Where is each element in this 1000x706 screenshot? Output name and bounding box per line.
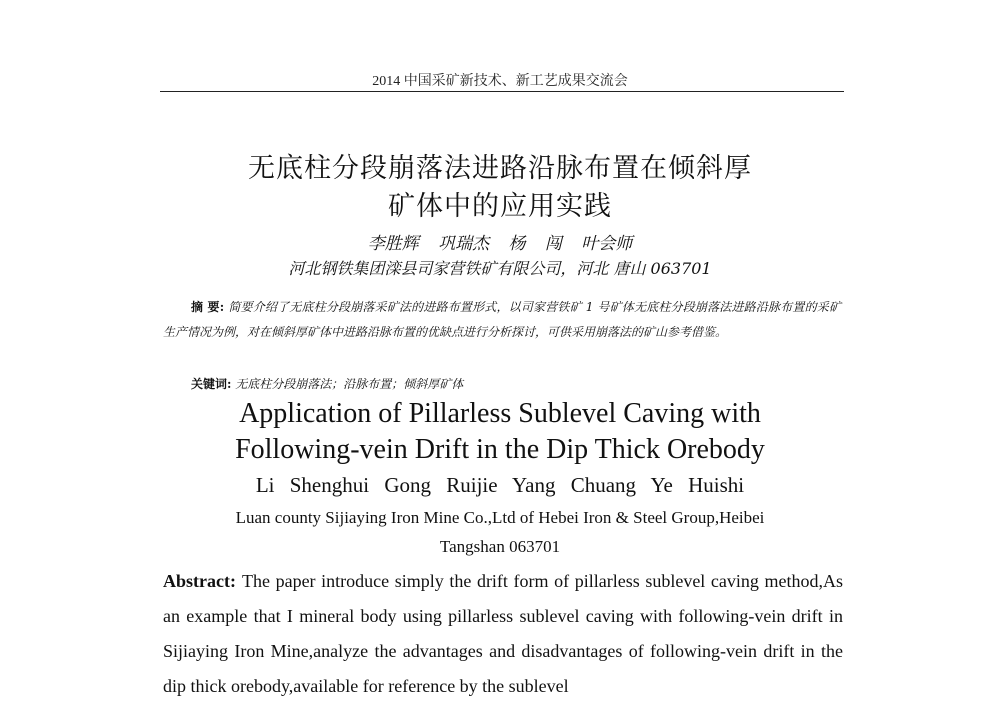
chinese-keywords-text: 无底柱分段崩落法；沿脉布置；倾斜厚矿体 <box>235 377 464 391</box>
header-rule <box>160 91 844 92</box>
english-title-line-2: Following-vein Drift in the Dip Thick Orebody <box>235 434 765 465</box>
english-authors: Li Shenghui Gong Ruijie Yang Chuang Ye Huishi <box>255 473 745 497</box>
english-abstract <box>163 564 843 704</box>
chinese-abstract-label: 摘 要: <box>191 300 225 314</box>
english-affiliation-line-2: Tangshan 063701 <box>439 537 561 556</box>
chinese-keywords-label: 关键词: <box>191 377 232 391</box>
english-affiliation-line-1: Luan county Sijiaying Iron Mine Co.,Ltd of Hebei Iron & Steel Group,Heibei <box>235 508 765 527</box>
english-abstract-text: The paper introduce simply the drift form of pillarless sublevel caving method,As an example that I mineral body using pillarless sublevel caving with following-vein drift in Sijiaying Iron Mine,analyze the advantages and disadvantages of following-vein drift in the dip thick orebody,available for reference by the sublevel <box>163 571 843 696</box>
chinese-keywords <box>191 375 463 392</box>
english-abstract-label: Abstract: <box>163 571 236 591</box>
english-title-line-1: Application of Pillarless Sublevel Caving with <box>239 398 761 429</box>
chinese-affiliation: 河北钢铁集团滦县司家营铁矿有限公司，河北 唐山 063701 <box>288 259 712 278</box>
chinese-abstract-text: 简要介绍了无底柱分段崩落采矿法的进路布置形式，以司家营铁矿 1 号矿体无底柱分段崩落法进路沿脉布置的采矿生产情况为例，对在倾斜厚矿体中进路沿脉布置的优缺点进行分析探讨，可供采用崩落法的矿山参考借鉴。 <box>163 300 841 339</box>
chinese-authors: 李胜辉 巩瑞杰 杨 闯 叶会师 <box>367 234 633 254</box>
chinese-abstract <box>163 295 841 345</box>
running-header: 2014 中国采矿新技术、新工艺成果交流会 <box>372 74 628 89</box>
chinese-title-line-2: 矿体中的应用实践 <box>388 191 612 222</box>
chinese-title-line-1: 无底柱分段崩落法进路沿脉布置在倾斜厚 <box>248 153 752 184</box>
